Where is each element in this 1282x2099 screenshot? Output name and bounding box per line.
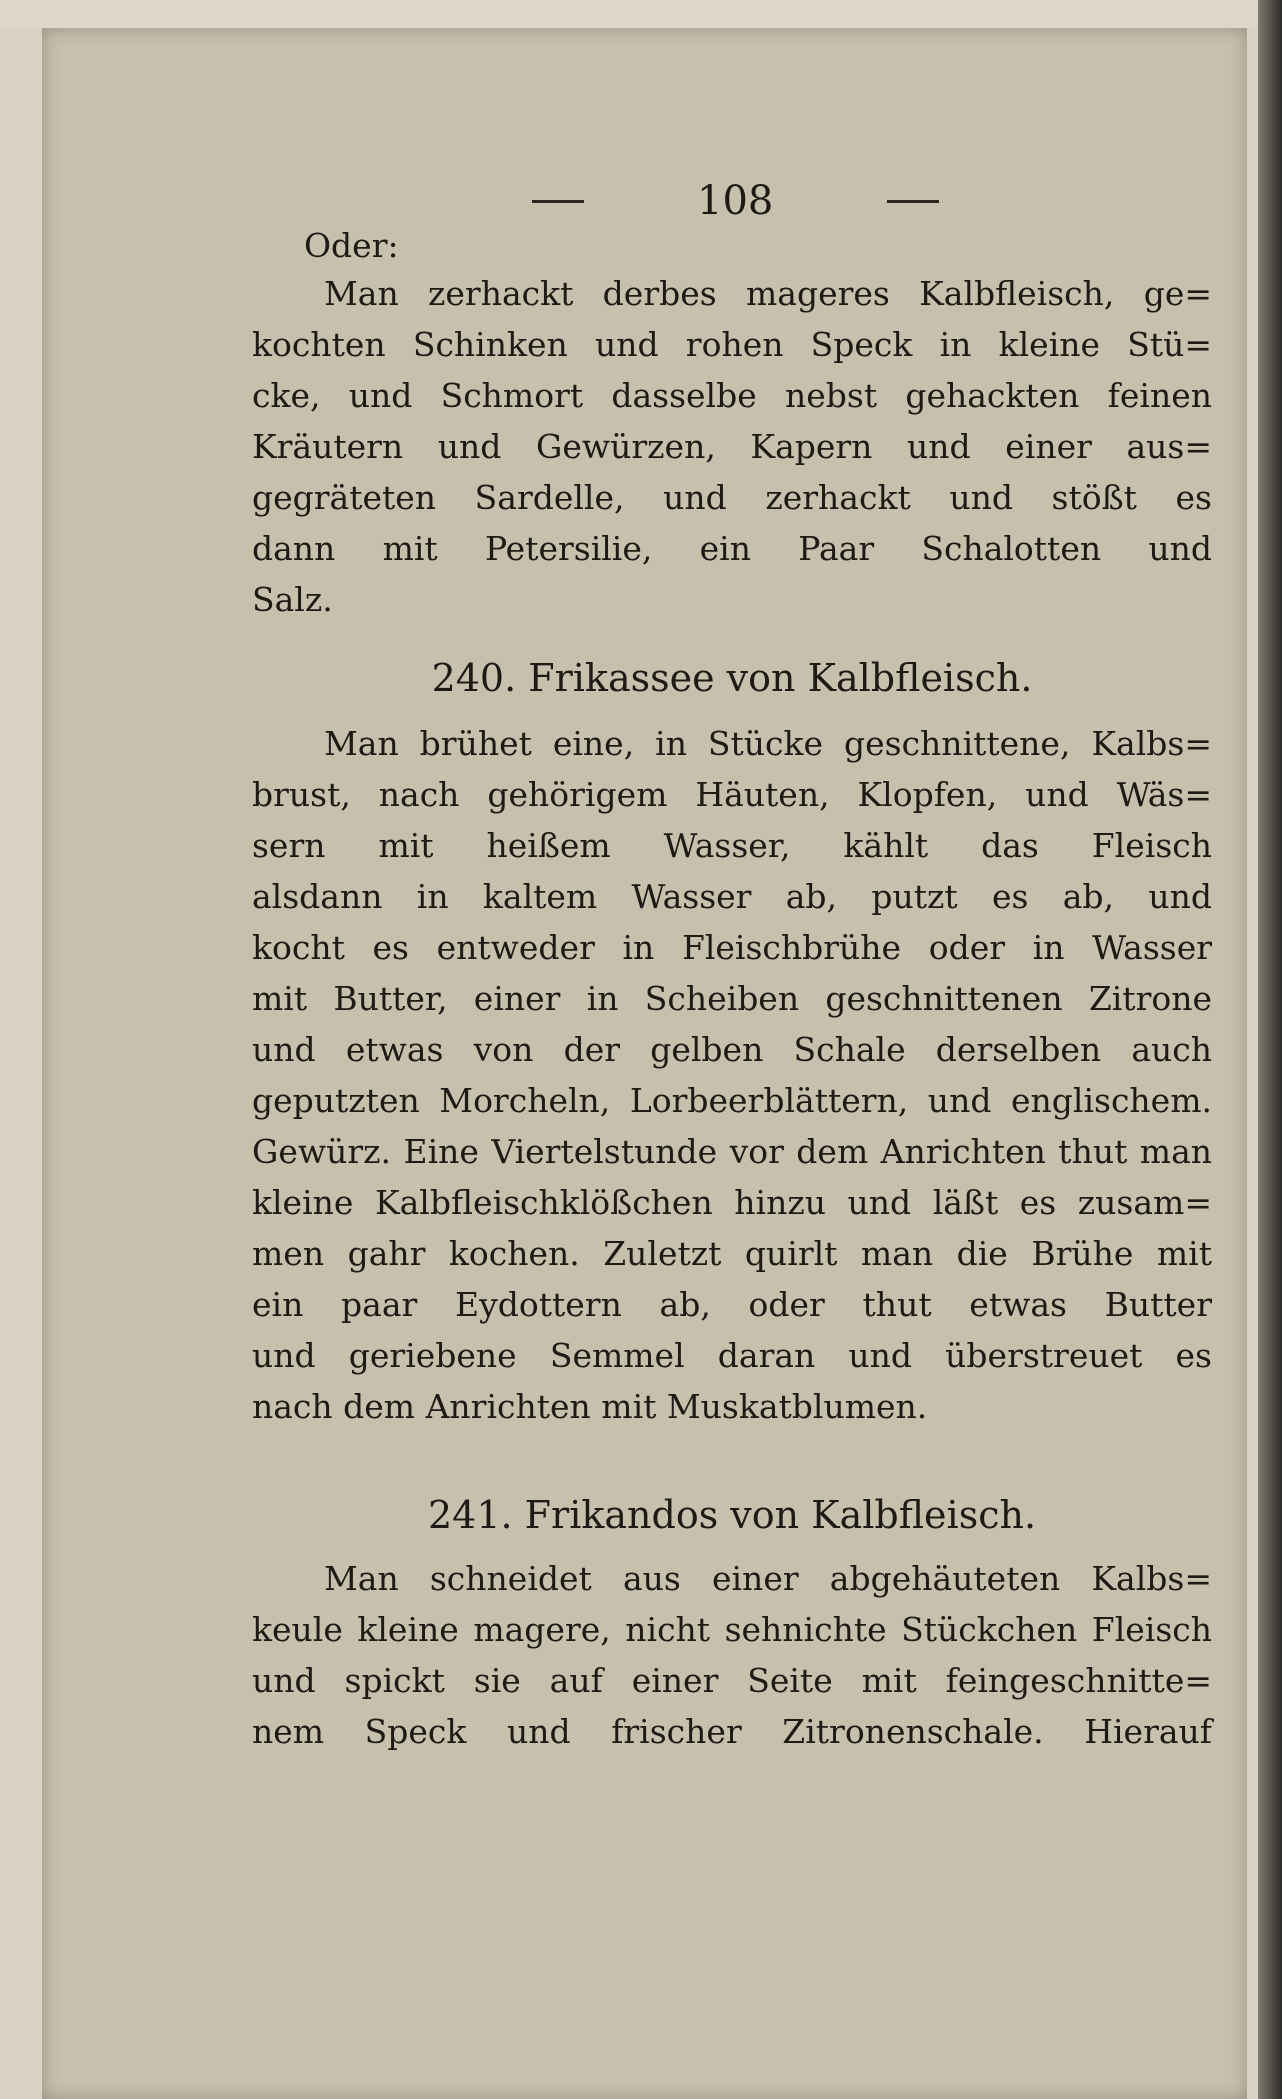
section-241-title: 241. Frikandos von Kalbfleisch. bbox=[427, 1493, 1037, 1537]
intro-line: dann mit Petersilie, ein Paar Schalotten und bbox=[252, 529, 1212, 568]
section-241-paragraph bbox=[252, 1553, 1212, 1757]
section-240-line: kleine Kalbfleischklößchen hinzu und läßt es zusam= bbox=[252, 1183, 1212, 1222]
header-dash-left bbox=[532, 200, 584, 203]
section-240-line: Man brühet eine, in Stücke geschnittene, Kalbs= bbox=[324, 724, 1212, 763]
section-240-paragraph bbox=[252, 718, 1212, 1432]
book-page bbox=[42, 28, 1247, 2099]
section-240-line: und etwas von der gelben Schale derselben auch bbox=[252, 1030, 1212, 1069]
section-240-line: ein paar Eydottern ab, oder thut etwas Butter bbox=[252, 1285, 1212, 1324]
section-240-line: alsdann in kaltem Wasser ab, putzt es ab, und bbox=[252, 877, 1212, 916]
section-240-line: brust, nach gehörigem Häuten, Klopfen, und Wäs= bbox=[252, 775, 1212, 814]
book-binding-edge bbox=[1258, 0, 1282, 2099]
section-240-line: kocht es entweder in Fleischbrühe oder in Wasser bbox=[252, 928, 1212, 967]
page-number: 108 bbox=[697, 178, 774, 224]
section-240-line: Gewürz. Eine Viertelstunde vor dem Anrichten thut man bbox=[252, 1132, 1212, 1171]
section-240-title: 240. Frikassee von Kalbfleisch. bbox=[431, 656, 1033, 700]
intro-paragraph bbox=[252, 268, 1212, 625]
section-241-line: und spickt sie auf einer Seite mit feingeschnitte= bbox=[252, 1661, 1212, 1700]
intro-label: Oder: bbox=[304, 226, 399, 265]
section-241-line: keule kleine magere, nicht sehnichte Stückchen Fleisch bbox=[252, 1610, 1212, 1649]
page-header bbox=[42, 178, 1247, 238]
intro-line: Salz. bbox=[252, 580, 333, 619]
scan-top-edge bbox=[0, 0, 1282, 28]
section-240-line: mit Butter, einer in Scheiben geschnittenen Zitrone bbox=[252, 979, 1212, 1018]
intro-line: Kräutern und Gewürzen, Kapern und einer aus= bbox=[252, 427, 1212, 466]
section-241-line: nem Speck und frischer Zitronenschale. Hierauf bbox=[252, 1712, 1212, 1751]
section-240-line: geputzten Morcheln, Lorbeerblättern, und englischem. bbox=[252, 1081, 1212, 1120]
intro-line: gegräteten Sardelle, und zerhackt und stößt es bbox=[252, 478, 1212, 517]
intro-line: Man zerhackt derbes mageres Kalbfleisch, ge= bbox=[324, 274, 1212, 313]
section-240-line: nach dem Anrichten mit Muskatblumen. bbox=[252, 1387, 928, 1426]
intro-line: cke, und Schmort dasselbe nebst gehackten feinen bbox=[252, 376, 1212, 415]
section-240-line: sern mit heißem Wasser, kählt das Fleisch bbox=[252, 826, 1212, 865]
section-240-line: men gahr kochen. Zuletzt quirlt man die Brühe mit bbox=[252, 1234, 1212, 1273]
section-241-line: Man schneidet aus einer abgehäuteten Kalbs= bbox=[324, 1559, 1212, 1598]
header-dash-right bbox=[887, 200, 939, 203]
intro-line: kochten Schinken und rohen Speck in kleine Stü= bbox=[252, 325, 1212, 364]
section-240-line: und geriebene Semmel daran und überstreuet es bbox=[252, 1336, 1212, 1375]
